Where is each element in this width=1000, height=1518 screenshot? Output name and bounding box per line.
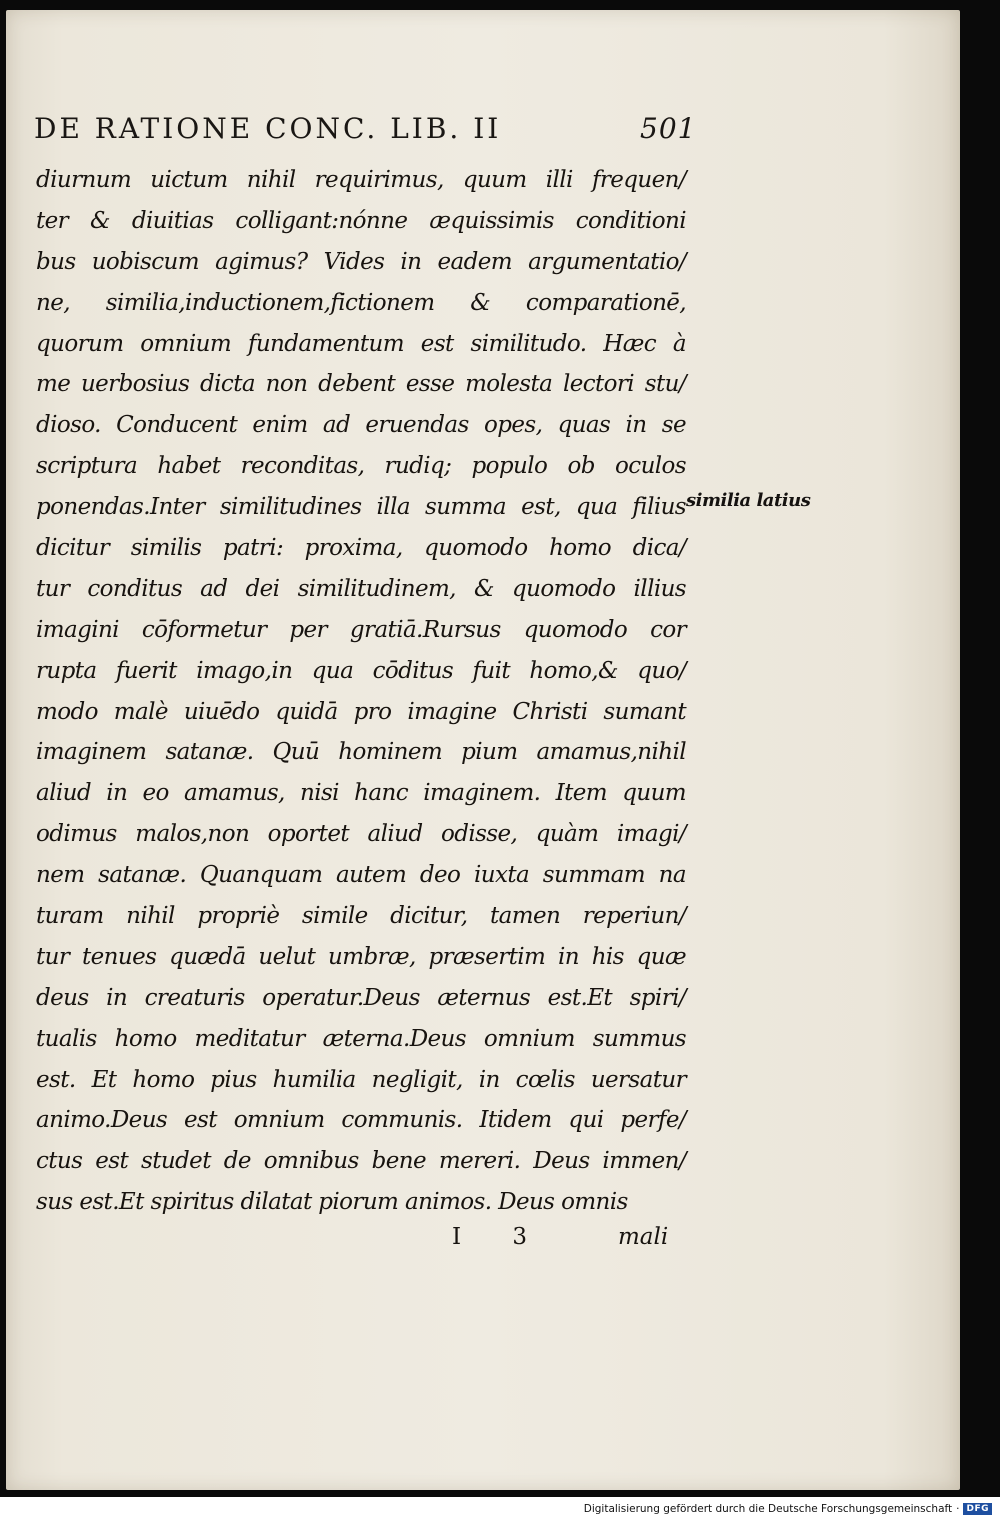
dfg-logo-icon: DFG	[963, 1503, 992, 1515]
text-line: modo malè uiuēdo quidā pro imagine Christi sumant	[36, 698, 686, 725]
text-line: ne, similia,inductionem,fictionem & comparationē,	[36, 289, 686, 316]
text-line: tualis homo meditatur æterna.Deus omnium summus	[36, 1025, 686, 1052]
text-line: ter & diuitias colligant:nónne æquissimis conditioni	[36, 207, 686, 234]
text-line: dicitur similis patri: proxima, quomodo homo dica/	[36, 535, 686, 562]
text-line: ponendas.Inter similitudines illa summa est, qua filius	[36, 494, 686, 521]
text-line: scriptura habet reconditas, rudiq; populo ob oculos	[36, 453, 686, 480]
body-text	[36, 160, 686, 1223]
text-line: odimus malos,non oportet aliud odisse, quàm imagi/	[36, 821, 686, 848]
footer-credit	[584, 1500, 992, 1518]
text-line: aliud in eo amamus, nisi hanc imaginem. Item quum	[36, 780, 686, 807]
text-line: rupta fuerit imago,in qua cōditus fuit homo,& quo/	[36, 657, 686, 684]
page-number: 501	[640, 112, 697, 145]
text-line: dioso. Conducent enim ad eruendas opes, quas in se	[36, 412, 686, 439]
text-line: me uerbosius dicta non debent esse molesta lectori stu/	[36, 371, 686, 398]
text-line: diurnum uictum nihil requirimus, quum illi frequen/	[36, 167, 686, 193]
text-line: imaginem satanæ. Quū hominem pium amamus,nihil	[36, 739, 686, 766]
page-header	[34, 112, 697, 156]
text-line: ctus est studet de omnibus bene mereri. Deus immen/	[36, 1148, 686, 1175]
catchword: mali	[618, 1224, 669, 1250]
text-line: turam nihil propriè simile dicitur, tamen reperiun/	[36, 903, 686, 930]
text-line: animo.Deus est omnium communis. Itidem qui perfe/	[36, 1107, 686, 1134]
text-line: deus in creaturis operatur.Deus æternus est.Et spiri/	[36, 984, 686, 1011]
text-line: est. Et homo pius humilia negligit, in cœlis uersatur	[36, 1066, 686, 1093]
text-line: imagini cōformetur per gratiā.Rursus quomodo cor	[36, 616, 686, 643]
marginal-note: similia latius	[686, 490, 811, 511]
text-line: sus est.Et spiritus dilatat piorum animos. Deus omnis	[36, 1189, 628, 1216]
signature-mark: I 3	[452, 1224, 550, 1250]
text-line: tur conditus ad dei similitudinem, & quomodo illius	[36, 575, 686, 602]
text-line: quorum omnium fundamentum est similitudo. Hæc à	[36, 330, 686, 357]
text-line: tur tenues quædā uelut umbræ, præsertim in his quæ	[36, 943, 686, 970]
funding-credit-text: Digitalisierung gefördert durch die Deutsche Forschungsgemeinschaft	[583, 1503, 953, 1515]
text-line: nem satanæ. Quanquam autem deo iuxta summam na	[36, 862, 686, 889]
text-line: bus uobiscum agimus? Vides in eadem argumentatio/	[36, 248, 686, 275]
separator-dot: ·	[956, 1503, 960, 1515]
running-title: DE RATIONE CONC. LIB. II	[34, 112, 502, 145]
